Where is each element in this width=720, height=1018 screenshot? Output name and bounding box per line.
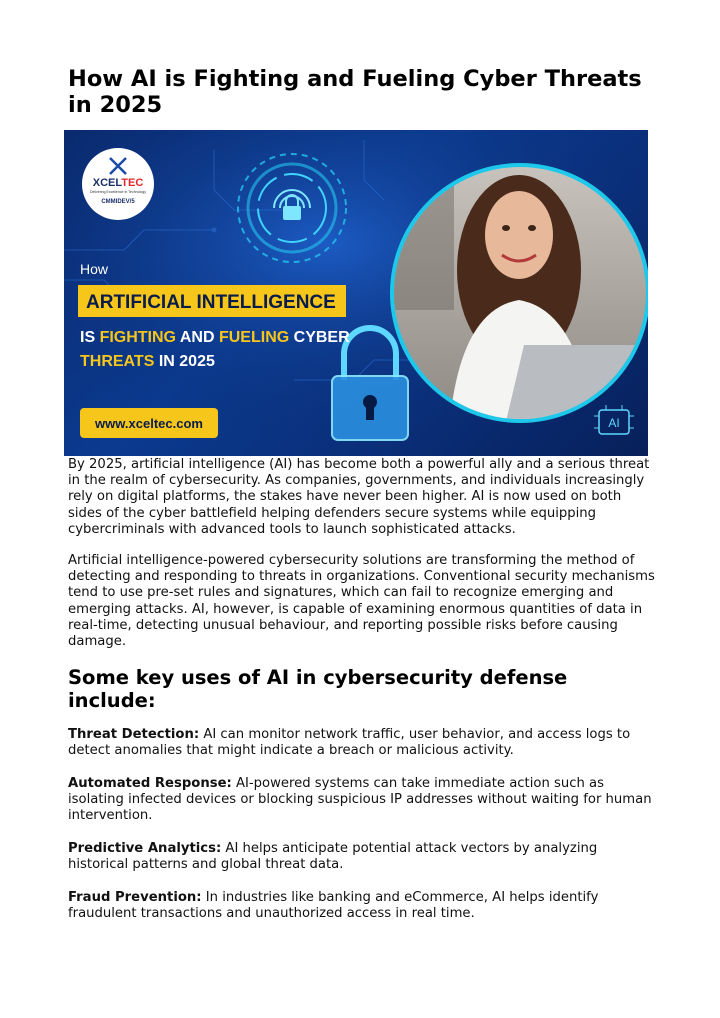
website-text: www.xceltec.com [95, 416, 203, 431]
desc-fraud-prevention: In industries like banking and eCommerce, AI helps identify fraudulent transactions and unauthorized access in real time. [68, 890, 599, 922]
xceltec-logo [82, 148, 154, 220]
term-automated-response: Automated Response: [68, 776, 232, 791]
banner-line-3: IS FIGHTING AND FUELING CYBER [80, 329, 350, 346]
list-item-automated-response [68, 776, 658, 825]
term-predictive-analytics: Predictive Analytics: [68, 841, 222, 856]
paragraph-ai-solutions: Artificial intelligence-powered cybersecurity solutions are transforming the method of detecting and responding to threats in organizations. Conventional security mechanisms tend to use pre-set rules and signatures, which can fail to recognize emerging and emerging attacks. AI, however, is capable of examining enormous quantities of data in real-time, detecting unusual behaviour, and reporting possible risks before causing damage. [68, 553, 655, 650]
banner-graphic [64, 130, 648, 456]
section-heading: Some key uses of AI in cybersecurity defense include: [68, 666, 568, 712]
svg-text:XCELTEC [93, 177, 144, 189]
desc-predictive-analytics: AI helps anticipate potential attack vectors by analyzing historical patterns and global threat data. [68, 841, 598, 873]
logo-tagline: Delivering Excellence In Technology [90, 190, 146, 194]
term-threat-detection: Threat Detection: [68, 727, 200, 742]
banner-line-how: How [80, 261, 109, 277]
hero-banner-image [64, 130, 648, 456]
logo-brand-xcel: XCEL [92, 177, 122, 189]
logo-brand-tec: TEC [121, 177, 144, 189]
banner-line-4: THREATS IN 2025 [80, 353, 215, 370]
desc-automated-response: AI-powered systems can take immediate action such as isolating infected devices or blocking suspicious IP addresses without waiting for human intervention. [68, 776, 652, 824]
list-item-threat-detection [68, 727, 658, 759]
logo-cert: CMMIDEV/5 [101, 199, 135, 205]
intro-paragraph: By 2025, artificial intelligence (AI) has become both a powerful ally and a serious threat in the realm of cybersecurity. As companies, governments, and individuals increasingly rely on digital platforms, the stakes have never been higher. AI is now used on both sides of the cyber battlefield helping defenders secure systems while equipping cybercriminals with advanced tools to launch sophisticated attacks. [68, 457, 650, 537]
desc-threat-detection: AI can monitor network traffic, user behavior, and access logs to detect anomalies that might indicate a breach or malicious activity. [68, 727, 631, 759]
banner-line-highlight: ARTIFICIAL INTELLIGENCE [86, 292, 336, 313]
list-item-predictive-analytics [68, 841, 658, 873]
list-item-fraud-prevention [68, 890, 658, 922]
term-fraud-prevention: Fraud Prevention: [68, 890, 202, 905]
ai-chip-label: AI [608, 416, 620, 430]
article-title: How AI is Fighting and Fueling Cyber Threats in 2025 [68, 66, 642, 118]
